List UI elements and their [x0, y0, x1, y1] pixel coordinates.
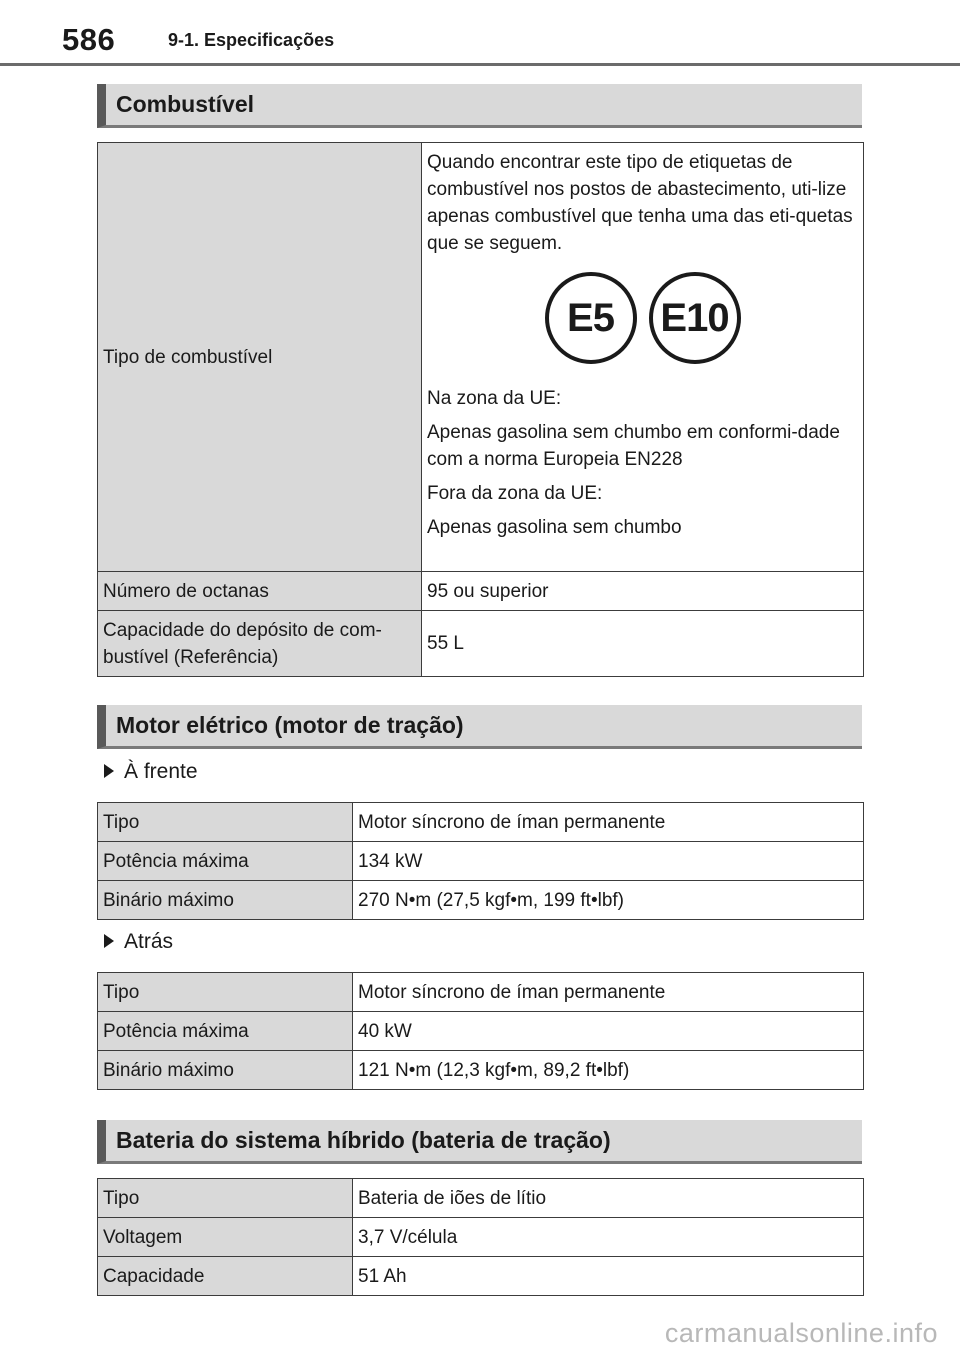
eu-zone-text: Apenas gasolina sem chumbo em conformi-dade com a norma Europeia EN228 — [427, 422, 840, 470]
rear-torque-value: 121 N•m (12,3 kgf•m, 89,2 ft•lbf) — [353, 1051, 864, 1090]
front-torque-value: 270 N•m (27,5 kgf•m, 199 ft•lbf) — [353, 881, 864, 920]
front-motor-heading — [104, 760, 198, 784]
page-number: 586 — [62, 22, 116, 57]
table-row — [98, 143, 864, 572]
rear-motor-heading — [104, 930, 173, 954]
rear-motor-heading-text: Atrás — [124, 930, 174, 953]
section-title-battery: Bateria do sistema híbrido (bateria de tração) — [97, 1120, 862, 1164]
non-eu-zone-label: Fora da zona da UE: — [427, 483, 603, 504]
table-row — [98, 1179, 864, 1218]
tank-capacity-label: Capacidade do depósito de com-bustível (Referência) — [98, 611, 422, 677]
tank-capacity-value: 55 L — [422, 611, 864, 677]
e10-fuel-badge: E10 — [649, 272, 741, 364]
battery-table — [97, 1178, 864, 1296]
rear-torque-label: Binário máximo — [98, 1051, 353, 1090]
table-row — [98, 1218, 864, 1257]
table-row — [98, 803, 864, 842]
rear-type-value: Motor síncrono de íman permanente — [353, 973, 864, 1012]
rear-type-label: Tipo — [98, 973, 353, 1012]
header-rule — [0, 63, 960, 66]
fuel-type-label: Tipo de combustível — [98, 143, 422, 572]
section-title-motor: Motor elétrico (motor de tração) — [97, 705, 862, 749]
fuel-type-value — [422, 143, 864, 572]
chapter-title: 9-1. Especificações — [168, 30, 335, 50]
table-row — [98, 842, 864, 881]
front-type-label: Tipo — [98, 803, 353, 842]
e5-fuel-badge: E5 — [545, 272, 637, 364]
non-eu-zone-text: Apenas gasolina sem chumbo — [427, 517, 682, 538]
battery-type-label: Tipo — [98, 1179, 353, 1218]
triangle-bullet-icon — [104, 764, 114, 778]
front-torque-label: Binário máximo — [98, 881, 353, 920]
fuel-label-badges — [427, 261, 858, 375]
triangle-bullet-icon — [104, 934, 114, 948]
octane-label: Número de octanas — [98, 572, 422, 611]
front-power-value: 134 kW — [353, 842, 864, 881]
table-row — [98, 881, 864, 920]
fuel-table — [97, 142, 864, 677]
front-motor-table — [97, 802, 864, 920]
front-motor-heading-text: À frente — [124, 760, 198, 783]
table-row — [98, 611, 864, 677]
table-row — [98, 572, 864, 611]
battery-capacity-label: Capacidade — [98, 1257, 353, 1296]
section-title-fuel: Combustível — [97, 84, 862, 128]
table-row — [98, 973, 864, 1012]
front-power-label: Potência máxima — [98, 842, 353, 881]
rear-motor-table — [97, 972, 864, 1090]
fuel-type-intro: Quando encontrar este tipo de etiquetas de combustível nos postos de abastecimento, uti-lize apenas combustível que tenha uma das eti-quetas que se seguem. — [427, 152, 853, 254]
page-header — [0, 0, 960, 66]
table-row — [98, 1257, 864, 1296]
battery-capacity-value: 51 Ah — [353, 1257, 864, 1296]
battery-type-value: Bateria de iões de lítio — [353, 1179, 864, 1218]
table-row — [98, 1012, 864, 1051]
table-row — [98, 1051, 864, 1090]
octane-value: 95 ou superior — [422, 572, 864, 611]
rear-power-value: 40 kW — [353, 1012, 864, 1051]
battery-voltage-label: Voltagem — [98, 1218, 353, 1257]
watermark: carmanualsonline.info — [664, 1318, 938, 1348]
eu-zone-label: Na zona da UE: — [427, 388, 562, 409]
rear-power-label: Potência máxima — [98, 1012, 353, 1051]
front-type-value: Motor síncrono de íman permanente — [353, 803, 864, 842]
battery-voltage-value: 3,7 V/célula — [353, 1218, 864, 1257]
